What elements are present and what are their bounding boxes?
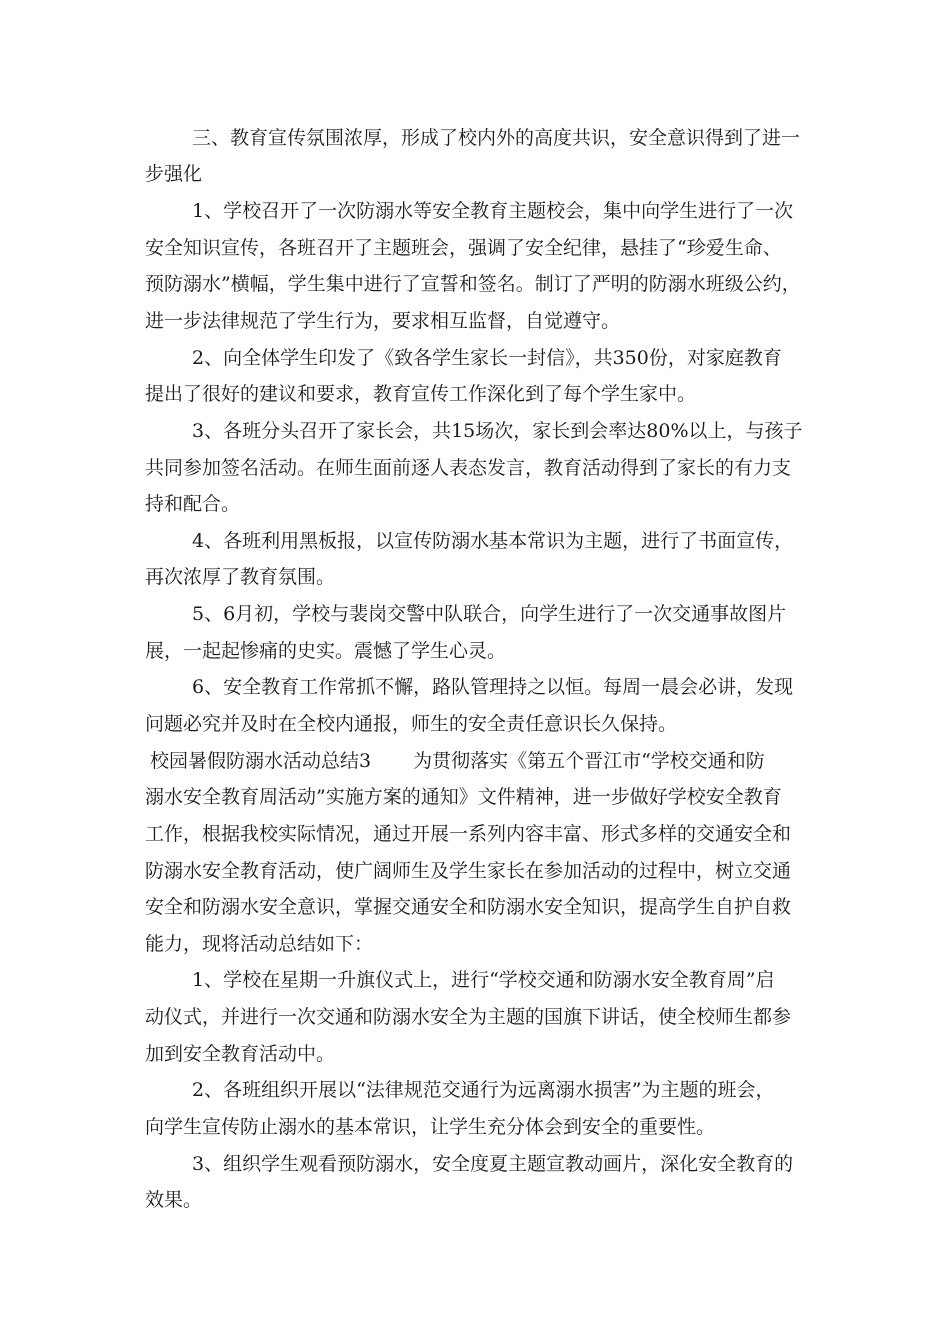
paragraph-line: 加到安全教育活动中。 [145,1043,336,1065]
paragraph-line: 持和配合。 [145,493,241,515]
section-title: 校园暑假防溺水活动总结3 [150,750,372,772]
paragraph-line: 步强化 [145,163,203,185]
paragraph-line: 1、学校召开了一次防溺水等安全教育主题校会，集中向学生进行了一次 [192,200,794,222]
paragraph-line: 能力，现将活动总结如下： [145,933,374,955]
paragraph-start: 为贯彻落实《第五个晋江市“学校交通和防 [413,750,765,772]
paragraph-line: 共同参加签名活动。在师生面前逐人表态发言，教育活动得到了家长的有力支 [145,457,792,479]
paragraph-line: 动仪式，并进行一次交通和防溺水安全为主题的国旗下讲话，使全校师生都参 [145,1006,792,1028]
paragraph-line: 4、各班利用黑板报，以宣传防溺水基本常识为主题，进行了书面宣传， [192,530,794,552]
paragraph-line: 三、教育宣传氛围浓厚，形成了校内外的高度共识，安全意识得到了进一 [192,127,801,149]
paragraph-line: 安全知识宣传，各班召开了主题班会，强调了安全纪律，悬挂了“珍爱生命、 [145,237,782,259]
section-title-line [150,749,815,773]
paragraph-line: 3、组织学生观看预防溺水，安全度夏主题宣教动画片，深化安全教育的 [192,1153,794,1175]
paragraph-line: 6、安全教育工作常抓不懈，路队管理持之以恒。每周一晨会必讲，发现 [192,676,794,698]
paragraph-line: 向学生宣传防止溺水的基本常识，让学生充分体会到安全的重要性。 [145,1116,716,1138]
paragraph-line: 提出了很好的建议和要求，教育宣传工作深化到了每个学生家中。 [145,383,697,405]
paragraph-line: 预防溺水”横幅，学生集中进行了宣誓和签名。制订了严明的防溺水班级公约， [145,273,801,295]
paragraph-line: 效果。 [145,1189,203,1211]
paragraph-line: 2、各班组织开展以“法律规范交通行为远离溺水损害”为主题的班会， [192,1079,775,1101]
paragraph-line: 工作，根据我校实际情况，通过开展一系列内容丰富、形式多样的交通安全和 [145,823,792,845]
paragraph-line: 1、学校在星期一升旗仪式上，进行“学校交通和防溺水安全教育周”启 [192,969,775,991]
paragraph-line: 问题必究并及时在全校内通报，师生的安全责任意识长久保持。 [145,713,678,735]
paragraph-line: 安全和防溺水安全意识，掌握交通安全和防溺水安全知识，提高学生自护自救 [145,896,792,918]
paragraph-line: 展，一起起惨痛的史实。震憾了学生心灵。 [145,640,507,662]
paragraph-line: 5、6月初，学校与裴岗交警中队联合，向学生进行了一次交通事故图片 [192,603,787,625]
paragraph-line: 进一步法律规范了学生行为，要求相互监督，自觉遵守。 [145,310,621,332]
paragraph-line: 3、各班分头召开了家长会，共15场次，家长到会率达80%以上，与孩子 [192,420,803,442]
paragraph-line: 溺水安全教育周活动”实施方案的通知》文件精神，进一步做好学校安全教育 [145,786,782,808]
paragraph-line: 再次浓厚了教育氛围。 [145,566,336,588]
paragraph-line: 2、向全体学生印发了《致各学生家长一封信》，共350份，对家庭教育 [192,347,782,369]
paragraph-line: 防溺水安全教育活动，使广阔师生及学生家长在参加活动的过程中，树立交通 [145,860,792,882]
